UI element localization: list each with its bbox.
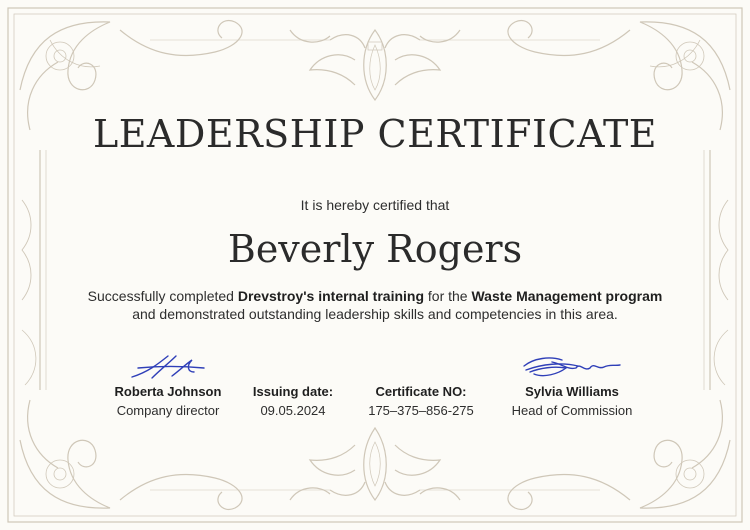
right-signature-icon bbox=[522, 352, 622, 382]
program-name: Waste Management program bbox=[471, 288, 663, 304]
achievement-description bbox=[60, 287, 690, 323]
issuing-date-label: Issuing date: bbox=[252, 384, 334, 399]
recipient-name: Beverly Rogers bbox=[227, 227, 523, 271]
certified-intro-text: It is hereby certified that bbox=[300, 197, 450, 213]
signer-right-name: Sylvia Williams bbox=[525, 384, 619, 399]
signer-right bbox=[497, 382, 647, 420]
description-middle: for the bbox=[424, 288, 472, 304]
left-signature-icon bbox=[128, 352, 208, 382]
description-line-1 bbox=[60, 287, 690, 305]
certificate-number-value: 175–375–856-275 bbox=[368, 403, 474, 418]
signer-left-role: Company director bbox=[116, 403, 220, 418]
signer-left-name: Roberta Johnson bbox=[114, 384, 222, 399]
training-name: Drevstroy's internal training bbox=[237, 288, 424, 304]
signer-right-role: Head of Commission bbox=[511, 403, 633, 418]
description-line-2: and demonstrated outstanding leadership skills and competencies in this area. bbox=[132, 306, 618, 322]
certificate-number-label: Certificate NO: bbox=[375, 384, 467, 399]
description-prefix: Successfully completed bbox=[87, 288, 238, 304]
issuing-date-value: 09.05.2024 bbox=[260, 403, 326, 418]
certificate-title: LEADERSHIP CERTIFICATE bbox=[92, 112, 658, 156]
certificate-number bbox=[346, 382, 496, 420]
